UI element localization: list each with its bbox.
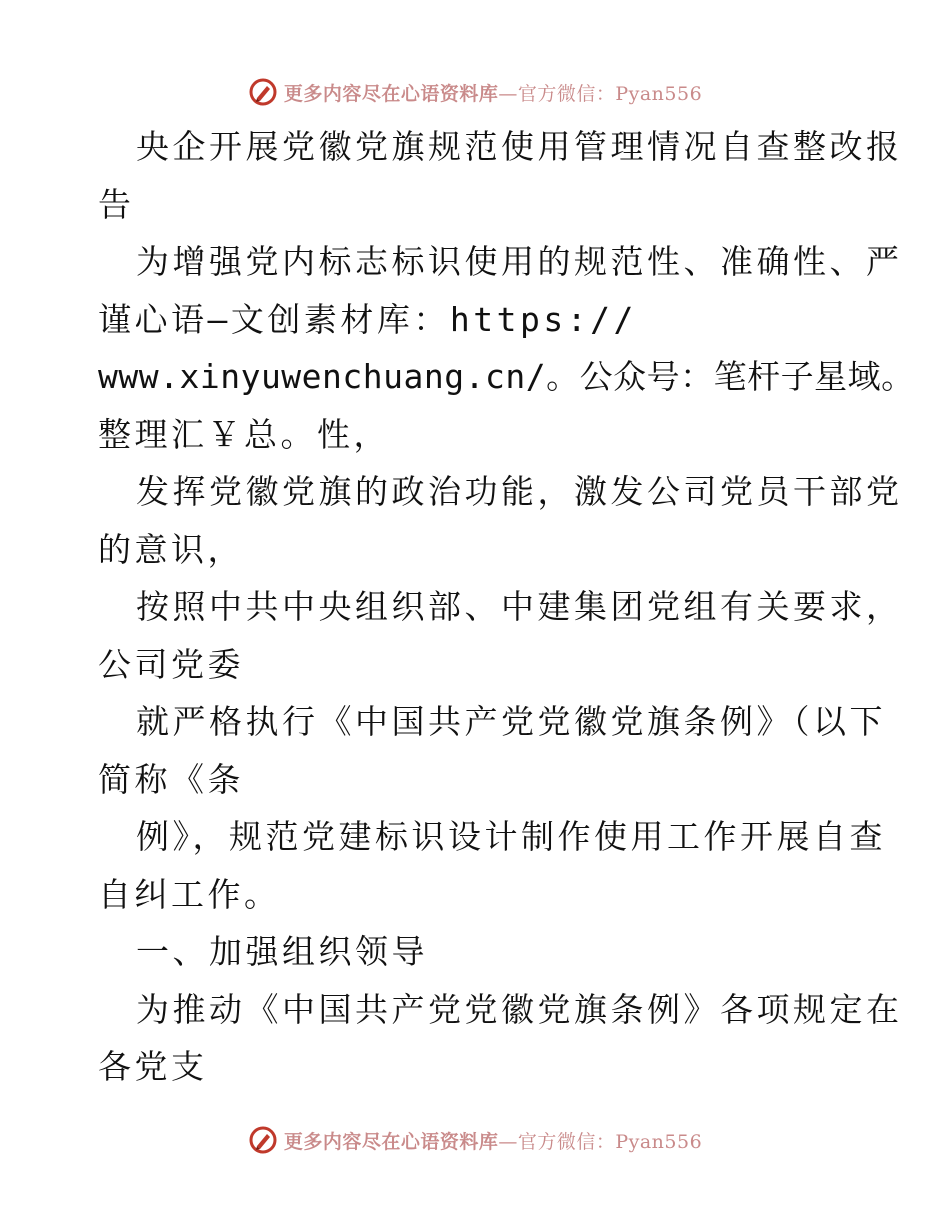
footer-banner-sub: —官方微信：Pyan556	[498, 1130, 703, 1153]
paragraph-line: 公司党委	[98, 644, 244, 684]
section-heading: 一、加强组织领导	[136, 932, 428, 971]
paragraph-line: 为推动《中国共产党党徽党旗条例》各项规定在	[136, 989, 903, 1029]
footer-banner-main: 更多内容尽在心语资料库	[283, 1130, 499, 1153]
title-line-cont: 告	[98, 184, 135, 224]
pen-logo-icon	[248, 1125, 278, 1155]
header-banner-sub: —官方微信：Pyan556	[498, 82, 703, 105]
paragraph-line: 简称《条	[98, 759, 244, 799]
paragraph-line: 为增强党内标志标识使用的规范性、准确性、严	[136, 242, 903, 281]
paragraph-line: 例》，规范党建标识设计制作使用工作开展自查	[136, 817, 886, 856]
title-line: 央企开展党徽党旗规范使用管理情况自查整改报	[136, 127, 903, 166]
footer-banner-text	[284, 1127, 702, 1154]
paragraph-line-url: www.xinyuwenchuang.cn/。公众号：笔杆子星域。	[98, 357, 915, 396]
document-body	[98, 118, 915, 1096]
paragraph-line: 自纠工作。	[98, 874, 281, 914]
paragraph-line: 各党支	[98, 1047, 208, 1086]
pen-logo-icon	[248, 77, 278, 107]
paragraph-line: 整理汇￥总。性，	[98, 414, 390, 454]
paragraph-line: 发挥党徽党旗的政治功能，激发公司党员干部党	[136, 472, 903, 511]
paragraph-line: 按照中共中央组织部、中建集团党组有关要求，	[136, 587, 903, 626]
footer-banner	[0, 1120, 950, 1160]
header-banner	[0, 72, 950, 112]
header-banner-text	[284, 79, 702, 106]
paragraph-line: 的意识，	[98, 529, 244, 569]
header-banner-main: 更多内容尽在心语资料库	[283, 82, 499, 105]
paragraph-line: 就严格执行《中国共产党党徽党旗条例》（以下	[136, 702, 886, 741]
paragraph-line: 谨心语—文创素材库：https://	[98, 299, 637, 339]
